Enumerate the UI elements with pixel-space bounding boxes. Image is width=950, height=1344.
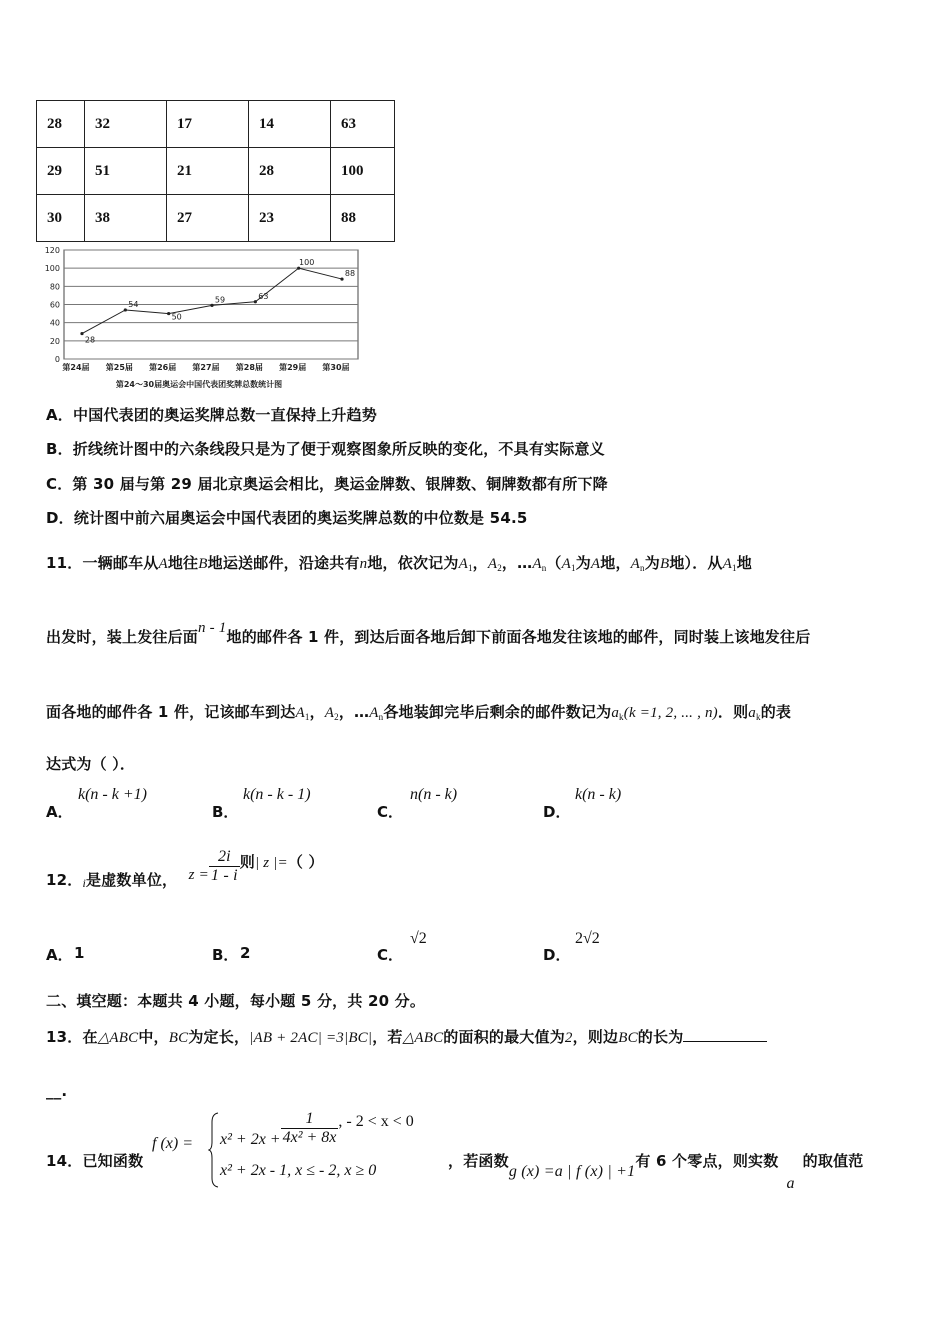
medal-table — [36, 100, 395, 242]
y-tick-label: 20 — [49, 336, 60, 346]
table-cell: 63 — [331, 101, 395, 148]
x-tick-label: 第27届 — [192, 363, 220, 372]
q12-stem: 12．$_i$是虚数单位， z = $\frac{2i}{1 - i}$ 则| z |=（ ） — [46, 848, 324, 890]
q11-line-1: 11．一辆邮车从A地往B地运送邮件，沿途共有n地，依次记为$A_1$，$A_2$，$\dots A_n(A_1$为A地，$A_n$为B地）．从$A_1$地 — [46, 554, 752, 573]
data-label: 88 — [344, 269, 356, 279]
data-label: 100 — [299, 258, 315, 268]
table-cell: 32 — [85, 101, 167, 148]
data-point — [210, 304, 213, 307]
table-cell: 27 — [167, 195, 249, 242]
q11-line-3: 面各地的邮件各 1 件，记该邮车到达$A_1$，$A_2$，$\dots A_n$各地装卸完毕后剩余的邮件数记为$a_k(k =1$, 2, ... , n)．则$a_k$的表 — [46, 703, 792, 722]
q12-option-d-label[interactable]: D． — [543, 946, 571, 964]
chart-title: 第24～30届奥运会中国代表团奖牌总数统计图 — [115, 380, 283, 389]
q12-option-c[interactable]: √2 — [410, 930, 427, 947]
table-row — [37, 195, 395, 242]
q10-option-c[interactable]: C．第 30 届与第 29 届北京奥运会相比，奥运金牌数、银牌数、铜牌数都有所下降 — [46, 475, 608, 493]
q12-option-d[interactable]: 2√2 — [575, 930, 600, 947]
data-point — [254, 300, 257, 303]
q11-option-d[interactable]: k(n - k) — [575, 786, 622, 803]
q11-option-b-label[interactable]: B． — [212, 803, 239, 821]
y-tick-label: 120 — [44, 246, 60, 255]
x-tick-label: 第30届 — [322, 363, 350, 372]
y-tick-label: 100 — [44, 264, 60, 274]
x-tick-label: 第29届 — [279, 363, 307, 372]
x-tick-label: 第28届 — [235, 363, 263, 372]
q14-fx: f (x) = — [152, 1135, 193, 1152]
data-label: 59 — [214, 295, 226, 305]
q10-option-b[interactable]: B．折线统计图中的六条线段只是为了便于观察图象所反映的变化，不具有实际意义 — [46, 440, 605, 458]
q14-mid: ，若函数g (x) =a | f (x) | +1有 6 个零点，则实数a的取值范 — [448, 1152, 864, 1192]
q13-blank-end: __. — [46, 1082, 68, 1100]
section-heading: 二、填空题：本题共 4 小题，每小题 5 分，共 20 分。 — [46, 992, 426, 1010]
table-cell: 51 — [85, 148, 167, 195]
q12-option-a[interactable]: 1 — [74, 944, 85, 962]
q12-option-b[interactable]: 2 — [240, 944, 251, 962]
q14-lead: 14．已知函数 — [46, 1152, 144, 1170]
table-cell: 100 — [331, 148, 395, 195]
y-tick-label: 60 — [49, 300, 60, 310]
q11-option-c[interactable]: n(n - k) — [410, 786, 458, 803]
q12-option-a-label[interactable]: A． — [46, 946, 73, 964]
q13-stem: 13．在△ABC中，BC为定长，|AB + 2AC| =3|BC|，若△ABC的面积的最大值为2，则边BC的长为 — [46, 1026, 767, 1047]
q11-option-d-label[interactable]: D． — [543, 803, 571, 821]
table-row — [37, 101, 395, 148]
q12-option-c-label[interactable]: C． — [377, 946, 404, 964]
answer-blank[interactable] — [683, 1029, 767, 1042]
y-tick-label: 80 — [49, 282, 60, 292]
q11-line-2: 出发时，装上发往后面n - 1地的邮件各 1 件，到达后面各地后卸下前面各地发往该地的邮件，同时装上该地发往后 — [46, 620, 811, 646]
data-point — [167, 312, 170, 315]
y-tick-label: 40 — [49, 318, 60, 328]
table-cell: 38 — [85, 195, 167, 242]
q11-option-a-label[interactable]: A． — [46, 803, 73, 821]
table-row — [37, 148, 395, 195]
data-label: 54 — [128, 299, 139, 309]
table-cell: 17 — [167, 101, 249, 148]
q11-option-a[interactable]: k(n - k +1) — [78, 786, 147, 803]
left-brace-icon — [208, 1112, 220, 1188]
data-point — [340, 277, 343, 280]
data-label: 28 — [84, 335, 96, 345]
table-cell: 21 — [167, 148, 249, 195]
q10-option-a[interactable]: A．中国代表团的奥运奖牌总数一直保持上升趋势 — [46, 406, 378, 424]
x-tick-label: 第25届 — [105, 363, 133, 372]
y-tick-label: 0 — [54, 355, 60, 364]
q11-line-4: 达式为（ ）． — [46, 755, 136, 773]
table-cell: 14 — [249, 101, 331, 148]
case-2: x² + 2x - 1, x ≤ - 2, x ≥ 0 — [220, 1162, 377, 1179]
q10-option-d[interactable]: D．统计图中前六届奥运会中国代表团的奥运奖牌总数的中位数是 54.5 — [46, 509, 528, 527]
table-cell: 30 — [37, 195, 85, 242]
x-tick-label: 第24届 — [62, 363, 90, 372]
q11-option-c-label[interactable]: C． — [377, 803, 404, 821]
data-point — [124, 308, 127, 311]
table-cell: 88 — [331, 195, 395, 242]
table-cell: 28 — [37, 101, 85, 148]
table-cell: 28 — [249, 148, 331, 195]
q11-option-b[interactable]: k(n - k - 1) — [243, 786, 311, 803]
q12-fraction: $\frac{2i}{1 - i}$ — [210, 848, 238, 884]
data-label: 50 — [171, 312, 182, 322]
table-cell: 29 — [37, 148, 85, 195]
data-point — [80, 332, 83, 335]
q12-option-b-label[interactable]: B． — [212, 946, 239, 964]
case-1: x² + 2x + $\frac{1}{\text{4x² + 8x}}$ , - 2 < x < 0 — [220, 1110, 414, 1149]
data-label: 63 — [258, 291, 269, 301]
table-cell: 23 — [249, 195, 331, 242]
x-tick-label: 第26届 — [149, 363, 177, 372]
medal-line-chart — [36, 244, 366, 394]
